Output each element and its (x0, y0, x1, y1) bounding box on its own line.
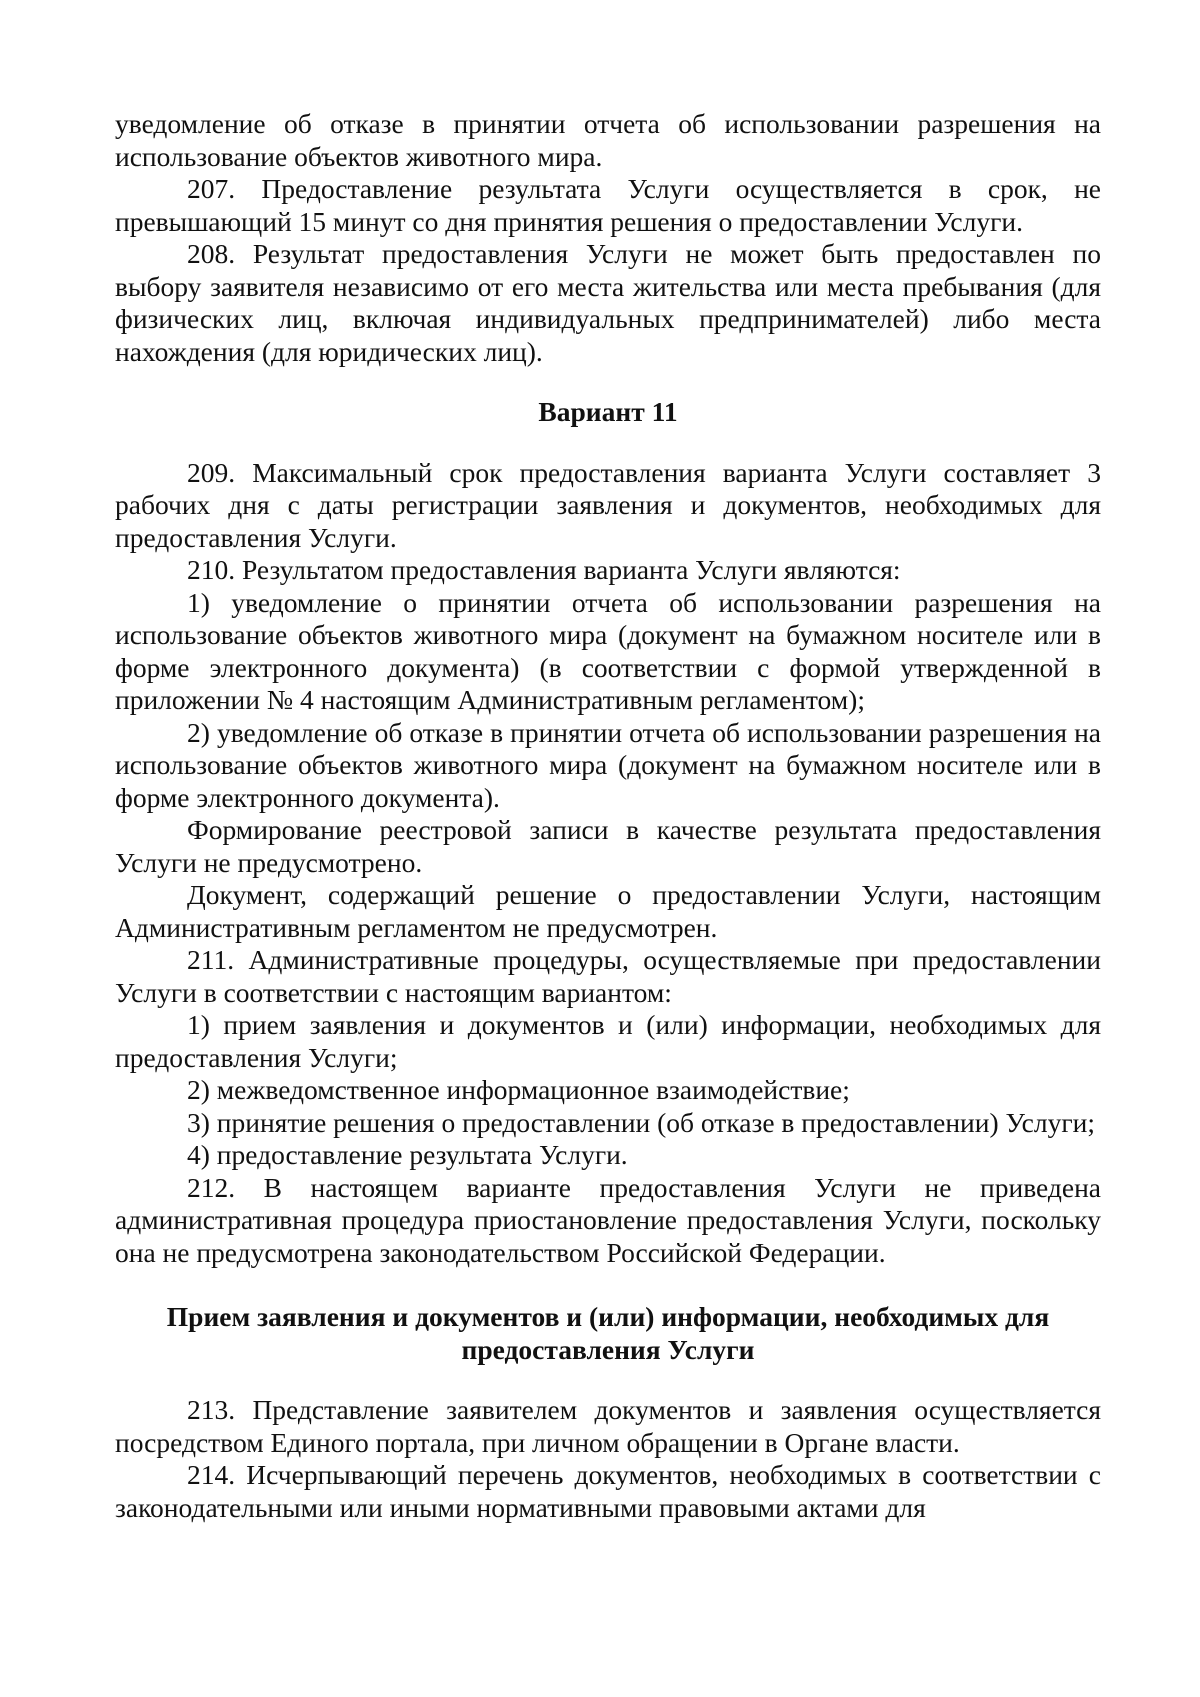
paragraph-207: 207. Предоставление результата Услуги осуществляется в срок, не превышающий 15 минут со дня принятия решения о предоставлении Услуги. (115, 173, 1101, 237)
paragraph-decision-document: Документ, содержащий решение о предоставлении Услуги, настоящим Административным регламентом не предусмотрен. (115, 879, 1101, 943)
list-item-211-1: 1) прием заявления и документов и (или) информации, необходимых для предоставления Услуги; (115, 1009, 1101, 1073)
list-item-211-3: 3) принятие решения о предоставлении (об отказе в предоставлении) Услуги; (187, 1106, 1095, 1138)
section-heading-reception-line-1: Прием заявления и документов и (или) информации, необходимых для (166, 1301, 1050, 1332)
paragraph-208: 208. Результат предоставления Услуги не может быть предоставлен по выбору заявителя независимо от его места жительства или места пребывания (для физических лиц, включая индивидуальных предпринимателей) либо места нахождения (для юридических лиц). (115, 238, 1101, 367)
section-heading-reception-line-2: предоставления Услуги (461, 1333, 755, 1365)
spacer (115, 1366, 1101, 1394)
paragraph-212: 212. В настоящем варианте предоставления Услуги не приведена административная процедура приостановление предоставления Услуги, поскольку она не предусмотрена законодательством Российской Федерации. (115, 1171, 1101, 1268)
paragraph-209: 209. Максимальный срок предоставления варианта Услуги составляет 3 рабочих дня с даты регистрации заявления и документов, необходимых для предоставления Услуги. (115, 456, 1101, 553)
list-item-210-2: 2) уведомление об отказе в принятии отчета об использовании разрешения на использование объектов животного мира (документ на бумажном носителе или в форме электронного документа). (115, 716, 1101, 813)
list-item-210-1: 1) уведомление о принятии отчета об использовании разрешения на использование объектов животного мира (документ на бумажном носителе или в форме электронного документа) (в соответствии с формой утвержденной в приложении № 4 настоящим Административным регламентом); (115, 586, 1101, 715)
paragraph-registry-record: Формирование реестровой записи в качестве результата предоставления Услуги не предусмотрено. (115, 814, 1101, 878)
document-page (115, 108, 1101, 1524)
spacer (115, 429, 1101, 457)
list-item-211-4: 4) предоставление результата Услуги. (187, 1139, 628, 1170)
section-heading-variant-11: Вариант 11 (538, 396, 678, 427)
list-item-211-2: 2) межведомственное информационное взаимодействие; (187, 1074, 850, 1105)
spacer (115, 368, 1101, 396)
paragraph-210: 210. Результатом предоставления варианта Услуги являются: (187, 554, 901, 585)
paragraph-211: 211. Административные процедуры, осуществляемые при предоставлении Услуги в соответствии с настоящим вариантом: (115, 944, 1101, 1008)
spacer (115, 1269, 1101, 1301)
paragraph-intro: уведомление об отказе в принятии отчета об использовании разрешения на использование объектов животного мира. (115, 108, 1101, 172)
paragraph-214: 214. Исчерпывающий перечень документов, необходимых в соответствии с законодательными или иными нормативными правовыми актами для (115, 1459, 1101, 1523)
paragraph-213: 213. Представление заявителем документов и заявления осуществляется посредством Единого портала, при личном обращении в Органе власти. (115, 1394, 1101, 1458)
